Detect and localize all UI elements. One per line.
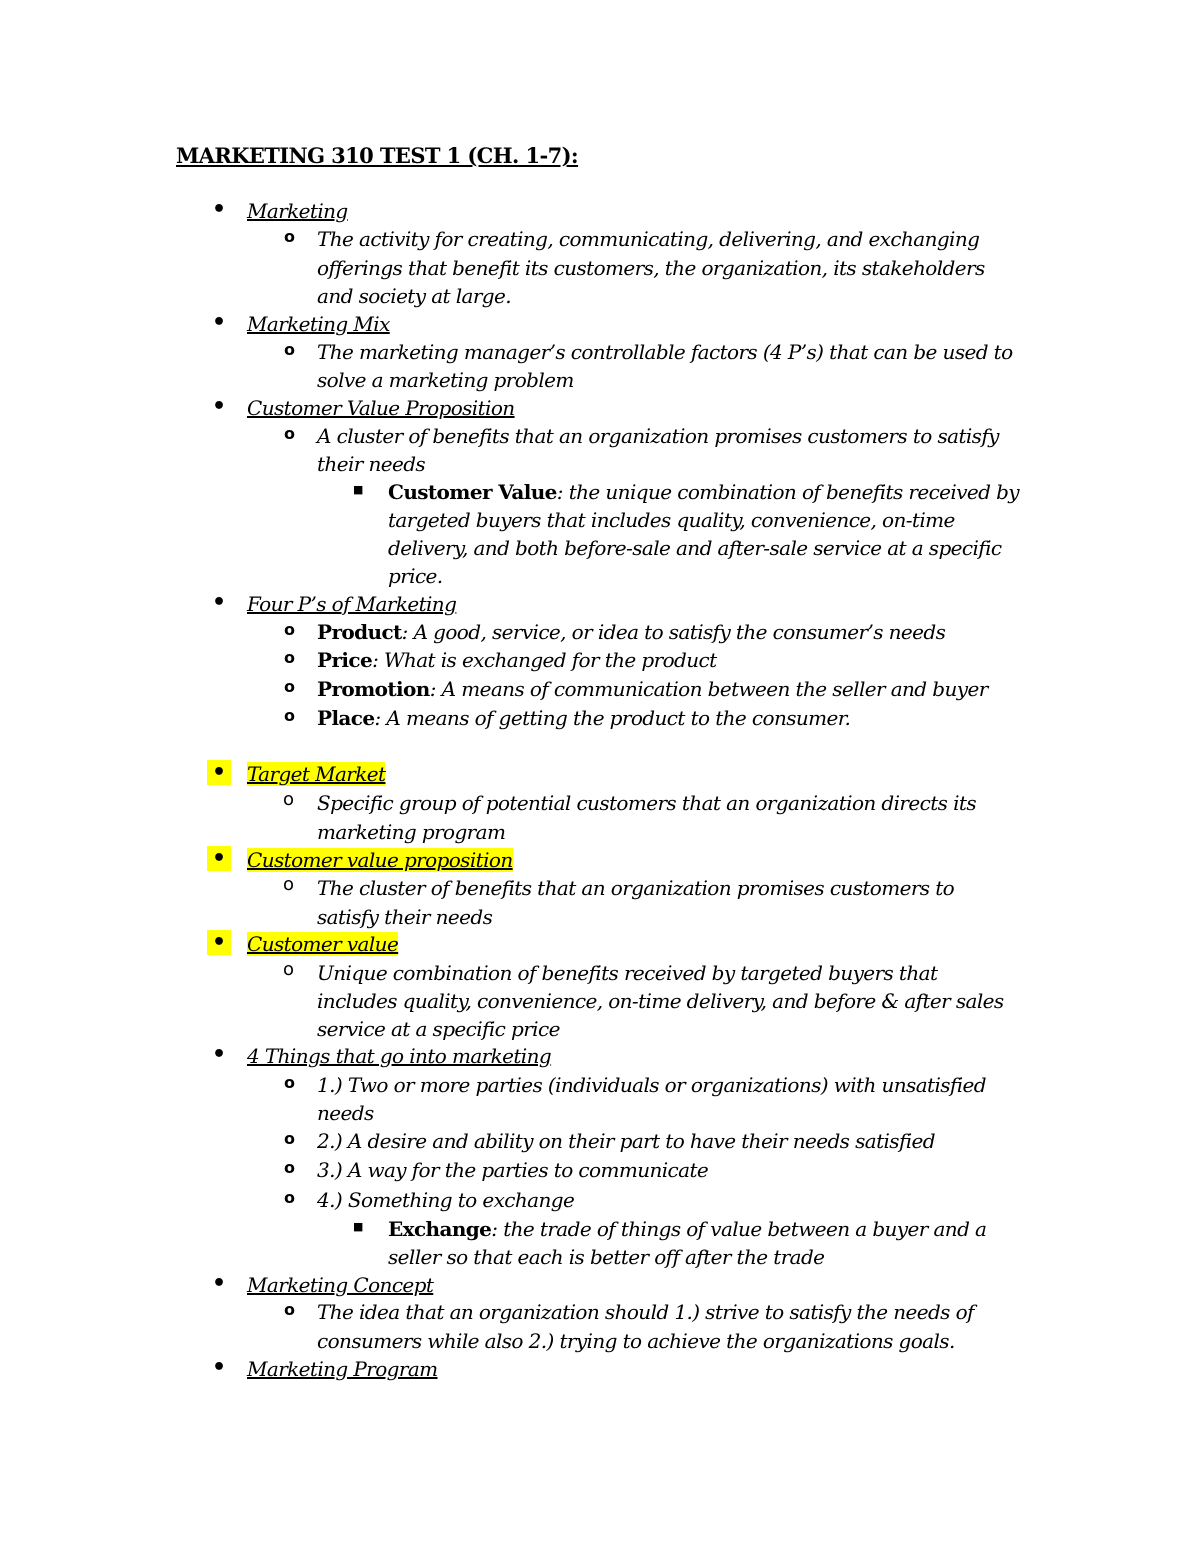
bullet-icon: • xyxy=(212,394,227,419)
list-item: 4.) Something to exchange xyxy=(317,1188,575,1212)
definition-line: includes quality, convenience, on-time delivery, and before & after sales xyxy=(317,989,1004,1013)
list-item: 1.) Two or more parties (individuals or organizations) with unsatisfied xyxy=(317,1073,986,1097)
sub-definition-line: Exchange: the trade of things of value between a buyer and a xyxy=(388,1217,987,1241)
circle-bullet-icon: o xyxy=(284,1129,295,1148)
term-four-things: 4 Things that go into marketing xyxy=(247,1044,552,1068)
circle-bullet-icon: o xyxy=(283,789,295,810)
bullet-icon: • xyxy=(212,1271,227,1296)
bullet-icon: • xyxy=(212,310,227,335)
bullet-icon: • xyxy=(212,197,227,222)
definition-line: The idea that an organization should 1.) strive to satisfy the needs of xyxy=(317,1300,974,1324)
definition-line: The activity for creating, communicating, delivering, and exchanging xyxy=(317,227,980,251)
term-customer-value: Customer value xyxy=(247,932,399,956)
definition-line: The marketing manager’s controllable factors (4 P’s) that can be used to xyxy=(317,340,1013,364)
definition-line: The cluster of benefits that an organization promises customers to xyxy=(317,876,955,900)
definition-line: service at a specific price xyxy=(317,1017,560,1041)
definition-line: Specific group of potential customers that an organization directs its xyxy=(317,791,976,815)
highlighted-bullet-icon: • xyxy=(207,760,231,785)
circle-bullet-icon: o xyxy=(283,959,295,980)
four-ps-promotion: Promotion: A means of communication between the seller and buyer xyxy=(317,677,988,701)
circle-bullet-icon: o xyxy=(284,620,295,639)
highlighted-bullet-icon: • xyxy=(207,846,231,871)
definition-line: solve a marketing problem xyxy=(317,368,574,392)
four-ps-place: Place: A means of getting the product to the consumer. xyxy=(317,706,851,730)
list-item: needs xyxy=(317,1101,374,1125)
square-bullet-icon: ■ xyxy=(353,1220,364,1233)
list-item: 3.) A way for the parties to communicate xyxy=(317,1158,709,1182)
circle-bullet-icon: o xyxy=(284,677,295,696)
circle-bullet-icon: o xyxy=(284,227,295,246)
circle-bullet-icon: o xyxy=(284,1158,295,1177)
sub-definition-line: seller so that each is better off after the trade xyxy=(388,1245,825,1269)
circle-bullet-icon: o xyxy=(284,1300,295,1319)
highlighted-bullet-icon: • xyxy=(207,930,231,955)
definition-line: consumers while also 2.) trying to achieve the organizations goals. xyxy=(317,1329,955,1353)
term-marketing-mix: Marketing Mix xyxy=(247,312,390,336)
circle-bullet-icon: o xyxy=(284,1073,295,1092)
term-customer-value-proposition-2: Customer value proposition xyxy=(247,848,513,872)
definition-line: their needs xyxy=(317,452,426,476)
circle-bullet-icon: o xyxy=(284,1188,295,1207)
definition-line: marketing program xyxy=(317,820,506,844)
definition-line: satisfy their needs xyxy=(317,905,493,929)
bullet-icon: • xyxy=(212,1355,227,1380)
sub-definition-line: price. xyxy=(388,564,443,588)
definition-line: offerings that benefit its customers, the organization, its stakeholders xyxy=(317,256,985,280)
definition-line: and society at large. xyxy=(317,284,511,308)
square-bullet-icon: ■ xyxy=(353,483,364,496)
definition-line: Unique combination of benefits received by targeted buyers that xyxy=(317,961,938,985)
four-ps-product: Product: A good, service, or idea to satisfy the consumer’s needs xyxy=(317,620,946,644)
sub-definition-line: targeted buyers that includes quality, convenience, on-time xyxy=(388,508,955,532)
four-ps-price: Price: What is exchanged for the product xyxy=(317,648,717,672)
circle-bullet-icon: o xyxy=(284,424,295,443)
bullet-icon: • xyxy=(212,590,227,615)
term-marketing-program: Marketing Program xyxy=(247,1357,438,1381)
term-marketing: Marketing xyxy=(247,199,348,223)
circle-bullet-icon: o xyxy=(284,648,295,667)
list-item: 2.) A desire and ability on their part to have their needs satisfied xyxy=(317,1129,935,1153)
page-title: MARKETING 310 TEST 1 (CH. 1-7): xyxy=(176,143,579,168)
bullet-icon: • xyxy=(212,1042,227,1067)
term-customer-value-proposition: Customer Value Proposition xyxy=(247,396,515,420)
term-marketing-concept: Marketing Concept xyxy=(247,1273,434,1297)
definition-line: A cluster of benefits that an organization promises customers to satisfy xyxy=(317,424,999,448)
sub-definition-line: Customer Value: the unique combination of benefits received by xyxy=(388,480,1020,504)
circle-bullet-icon: o xyxy=(283,874,295,895)
circle-bullet-icon: o xyxy=(284,706,295,725)
term-target-market: Target Market xyxy=(247,762,386,786)
term-four-ps: Four P’s of Marketing xyxy=(247,592,457,616)
circle-bullet-icon: o xyxy=(284,340,295,359)
sub-definition-line: delivery, and both before-sale and after-sale service at a specific xyxy=(388,536,1002,560)
